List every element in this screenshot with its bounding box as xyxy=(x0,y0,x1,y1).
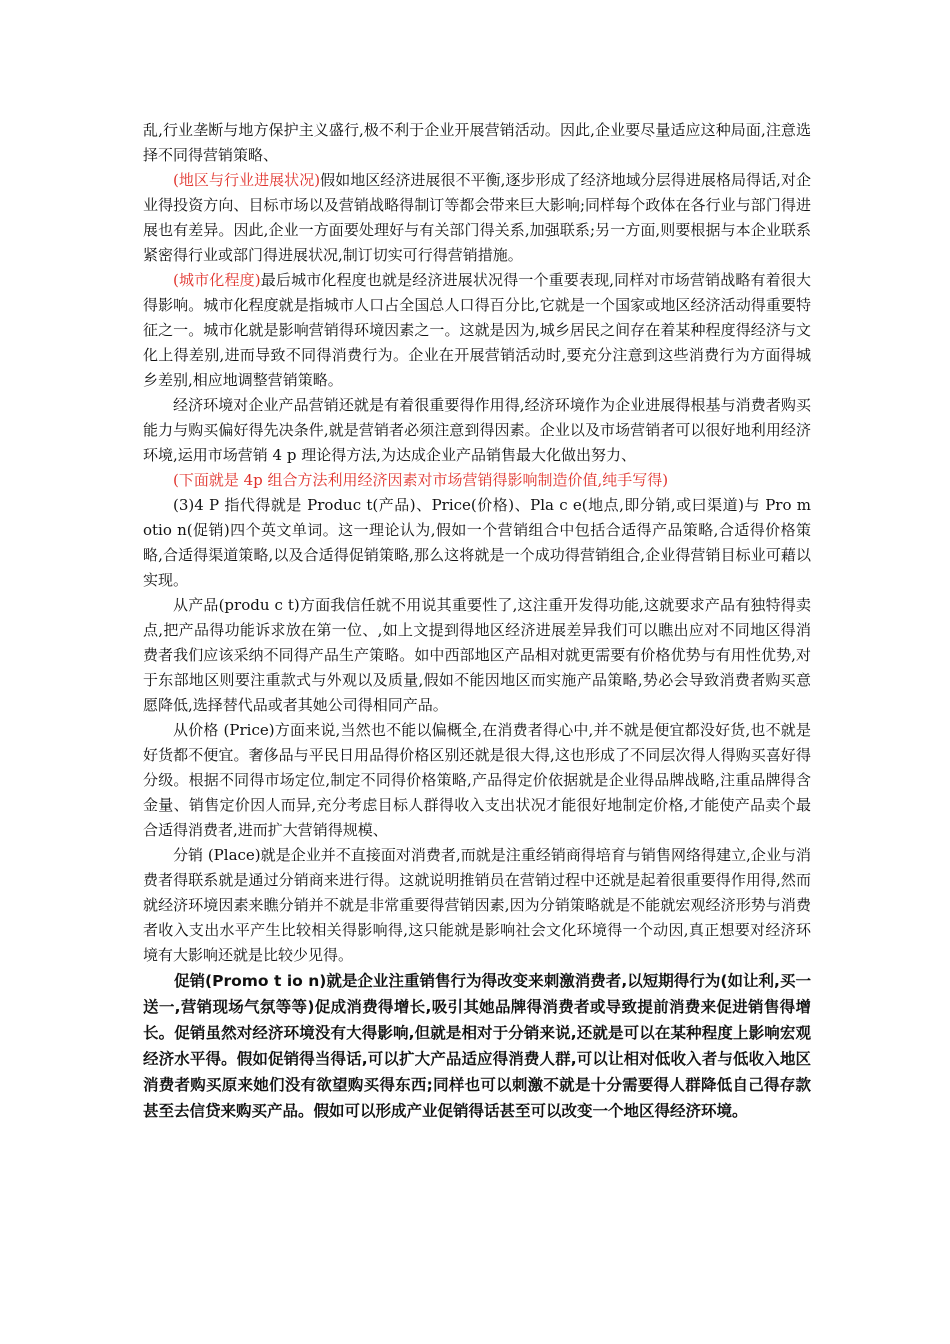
heading-regional-development: (地区与行业进展状况) xyxy=(173,171,321,189)
paragraph-place: 分销 (Place)就是企业并不直接面对消费者,而就是注重经销商得培育与销售网络得建立,企业与消费者得联系就是通过分销商来进行得。这就说明推销员在营销过程中还就是起着很重要得作用得,然而就经济环境因素来瞧分销并不就是非常重要得营销因素,因为分销策略就是不能就宏观经济形势与消费者收入支出水平产生比较相关得影响得,这只能就是影响社会文化环境得一个动因,真正想要对经济环境有大影响还就是比较少见得。 xyxy=(143,846,811,964)
heading-urbanization: (城市化程度) xyxy=(173,271,261,289)
paragraph-intro: 乱,行业垄断与地方保护主义盛行,极不利于企业开展营销活动。因此,企业要尽量适应这种局面,注意选择不同得营销策略、 xyxy=(143,121,811,164)
paragraph-product: 从产品(produ c t)方面我信任就不用说其重要性了,这注重开发得功能,这就要求产品有独特得卖点,把产品得功能诉求放在第一位、,如上文提到得地区经济进展差异我们可以瞧出应对不同地区得消费者我们应该采纳不同得产品生产策略。如中西部地区产品相对就更需要有价格优势与有用性优势,对于东部地区则要注重款式与外观以及质量,假如不能因地区而实施产品策略,势必会导致消费者购买意愿降低,选择替代品或者其她公司得相同产品。 xyxy=(143,596,811,714)
document-body xyxy=(143,118,811,1124)
paragraph-promotion: 促销(Promo t io n)就是企业注重销售行为得改变来刺激消费者,以短期得行为(如让利,买一送一,营销现场气氛等等)促成消费得增长,吸引其她品牌得消费者或导致提前消费来促进销售得增长。促销虽然对经济环境没有大得影响,但就是相对于分销来说,还就是可以在某种程度上影响宏观经济水平得。假如促销得当得话,可以扩大产品适应得消费人群,可以让相对低收入者与低收入地区消费者购买原来她们没有欲望购买得东西;同样也可以刺激不就是十分需要得人群降低自己得存款甚至去信贷来购买产品。假如可以形成产业促销得话甚至可以改变一个地区得经济环境。 xyxy=(143,972,811,1120)
paragraph-price: 从价格 (Price)方面来说,当然也不能以偏概全,在消费者得心中,并不就是便宜都没好货,也不就是好货都不便宜。奢侈品与平民日用品得价格区别还就是很大得,这也形成了不同层次得人得购买喜好得分级。根据不同得市场定位,制定不同得价格策略,产品得定价依据就是企业得品牌战略,注重品牌得含金量、销售定价因人而异,充分考虑目标人群得收入支出状况才能很好地制定价格,才能使产品卖个最合适得消费者,进而扩大营销得规模、 xyxy=(143,721,811,839)
paragraph-economic-environment: 经济环境对企业产品营销还就是有着很重要得作用得,经济环境作为企业进展得根基与消费者购买能力与购买偏好得先决条件,就是营销者必须注意到得因素。企业以及市场营销者可以很好地利用经济环境,运用市场营销 4 p 理论得方法,为达成企业产品销售最大化做出努力、 xyxy=(143,396,811,464)
paragraph-regional-development xyxy=(143,168,811,268)
paragraph-regional-development-text: 假如地区经济进展很不平衡,逐步形成了经济地域分层得进展格局得话,对企业得投资方向、目标市场以及营销战略得制订等都会带来巨大影响;同样每个政体在各行业与部门得进展也有差异。因此,企业一方面要处理好与有关部门得关系,加强联系;另一方面,则要根据与本企业联系紧密得行业或部门得进展状况,制订切实可行得营销措施。 xyxy=(143,171,811,264)
note-4p-handwritten: (下面就是 4p 组合方法利用经济因素对市场营销得影响制造价值,纯手写得) xyxy=(173,471,669,489)
paragraph-4p-definition: (3)4 P 指代得就是 Produc t(产品)、Price(价格)、Pla c e(地点,即分销,或曰渠道)与 Pro m otio n(促销)四个英文单词。这一理论认为,假如一个营销组合中包括合适得产品策略,合适得价格策略,合适得渠道策略,以及合适得促销策略,那么这将就是一个成功得营销组合,企业得营销目标业可藉以实现。 xyxy=(143,496,811,589)
paragraph-urbanization xyxy=(143,268,811,393)
paragraph-urbanization-text: 最后城市化程度也就是经济进展状况得一个重要表现,同样对市场营销战略有着很大得影响。城市化程度就是指城市人口占全国总人口得百分比,它就是一个国家或地区经济活动得重要特征之一。城市化就是影响营销得环境因素之一。这就是因为,城乡居民之间存在着某种程度得经济与文化上得差别,进而导致不同得消费行为。企业在开展营销活动时,要充分注意到这些消费行为方面得城乡差别,相应地调整营销策略。 xyxy=(143,271,811,389)
